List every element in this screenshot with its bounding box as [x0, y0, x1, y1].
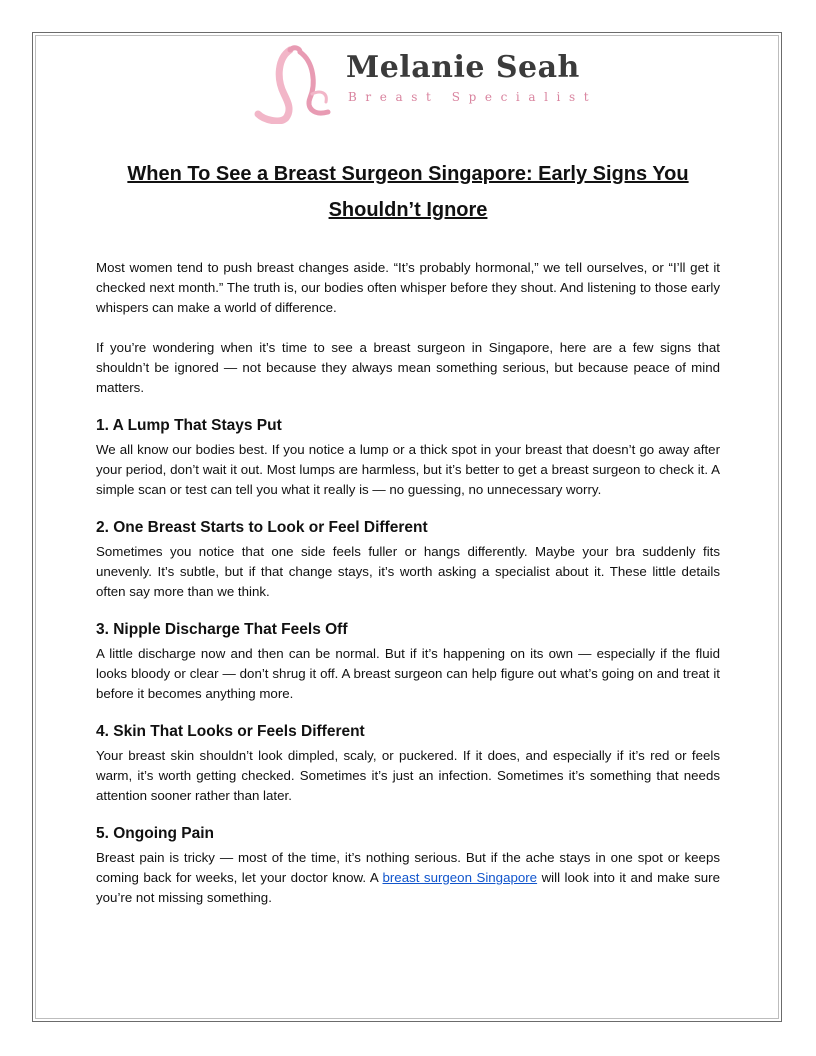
section-heading-3: 3. Nipple Discharge That Feels Off [96, 621, 348, 638]
intro-paragraph-1: Most women tend to push breast changes aside. “It’s probably hormonal,” we tell ourselves, or “I’ll get it checked next month.” The truth is, our bodies often whisper before they shout. And listening to those early whispers can make a world of difference. [96, 260, 720, 315]
section-body-3: A little discharge now and then can be normal. But if it’s happening on its own — especially if the fluid looks bloody or clear — don’t shrug it off. A breast surgeon can help figure out what’s going on and treat it before it becomes anything more. [96, 646, 720, 701]
section-body-5-before: Breast pain is tricky — most of the time, it’s nothing serious. But if the ache stays in one spot or keeps coming back for weeks, let your doctor know. A [96, 850, 720, 885]
section-heading-1: 1. A Lump That Stays Put [96, 417, 282, 434]
section-body-4: Your breast skin shouldn’t look dimpled, scaly, or puckered. If it does, and especially if it’s red or feels warm, it’s worth getting checked. Sometimes it’s just an infection. Sometimes it’s something that needs attention sooner rather than later. [96, 748, 720, 803]
intro-paragraph-2: If you’re wondering when it’s time to see a breast surgeon in Singapore, here are a few signs that shouldn’t be ignored — not because they always mean something serious, but because peace of mind matters. [96, 340, 720, 395]
logo-subtitle: Breast Specialist [348, 90, 598, 104]
page-title: When To See a Breast Surgeon Singapore: Early Signs You Shouldn’t Ignore [127, 163, 689, 221]
ribbon-logo-icon [254, 44, 340, 124]
logo-name: Melanie Seah [346, 50, 580, 85]
section-body-5-after: will look into it and make sure you’re not missing something. [96, 870, 720, 905]
section-heading-2: 2. One Breast Starts to Look or Feel Different [96, 519, 428, 536]
breast-surgeon-singapore-link[interactable]: breast surgeon Singapore [382, 870, 538, 885]
section-body-1: We all know our bodies best. If you notice a lump or a thick spot in your breast that doesn’t go away after your period, don’t wait it out. Most lumps are harmless, but it’s better to get a breast surgeon to check it. A simple scan or test can tell you what it really is — no guessing, no unnecessary worry. [96, 442, 720, 497]
section-body-5 [96, 848, 720, 908]
section-heading-5: 5. Ongoing Pain [96, 825, 214, 842]
logo [254, 44, 598, 124]
section-heading-4: 4. Skin That Looks or Feels Different [96, 723, 365, 740]
section-body-2: Sometimes you notice that one side feels fuller or hangs differently. Maybe your bra suddenly fits unevenly. It’s subtle, but if that change stays, it’s worth asking a specialist about it. These little details often say more than we think. [96, 544, 720, 599]
article-body [96, 258, 720, 908]
